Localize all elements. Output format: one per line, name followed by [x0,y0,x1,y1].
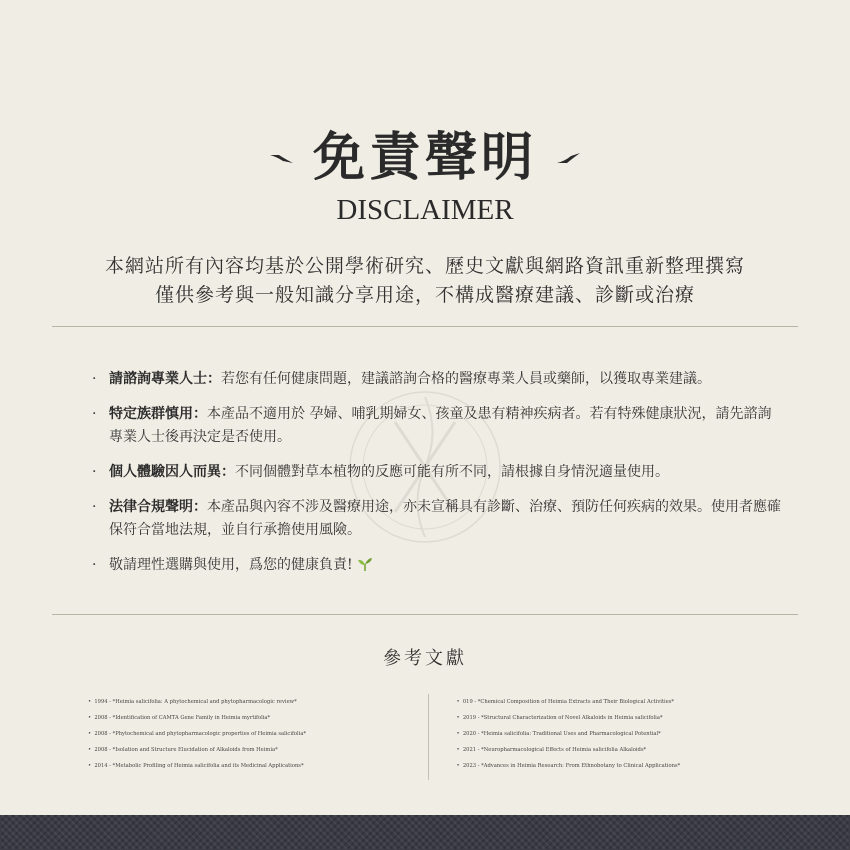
divider-bottom [52,614,798,615]
left-brush-dash-icon [269,152,295,164]
bullet: · [92,464,97,480]
page-subtitle: DISCLAIMER [336,194,514,226]
footer-fabric-band [0,815,850,850]
item-label: 請諮詢專業人士： [109,371,221,387]
references-list [88,694,778,780]
divider-top [52,326,798,327]
reference-item: • 019 - *Chemical Composition of Heimia Extracts and Their Biological Activities* [456,699,675,705]
bullet: · [92,406,97,422]
reference-item: • 2023 - *Advances in Heimia Research: From Ethnobotany to Clinical Applications* [456,763,681,769]
item-label: 個人體驗因人而異： [109,464,235,480]
item-text: 本產品不適用於 孕婦、哺乳期婦女、孩童及患有精神疾病者。若有特殊健康狀況，請先諮詢專業人士後再決定是否使用。 [109,406,772,445]
intro-line-1: 本網站所有內容均基於公開學術研究、歷史文獻與網路資訊重新整理撰寫 [104,255,745,277]
reference-item: • 1994 - *Heimia salicifolia: A phytochemical and phytopharmacologic review* [88,699,297,705]
reference-item: • 2008 - *Phytochemical and phytopharmacologic properties of Heimia salicifolia* [88,731,307,737]
reference-item: • 2020 - *Heimia salicifolia: Traditional Uses and Pharmacological Potential* [456,731,661,737]
reference-item: • 2014 - *Metabolic Profiling of Heimia salicifolia and its Medicinal Applications* [88,763,304,769]
list-item [92,403,782,449]
disclaimer-list [92,368,782,592]
header [0,128,850,227]
reference-item: • 2019 - *Structural Characterization of Novel Alkaloids in Heimia salicifolia* [456,715,663,721]
references-column-left [88,694,429,780]
reference-item: • 2008 - *Identification of CAMTA Gene Family in Heimia myrtifolia* [88,715,271,721]
references-column-right [429,694,779,780]
sprout-icon [357,556,373,580]
page-title: 免責聲明 [312,127,537,188]
item-text: 若您有任何健康問題，建議諮詢合格的醫療專業人員或藥師，以獲取專業建議。 [221,371,711,387]
list-item [92,554,782,580]
references-title: 參考文獻 [383,648,467,669]
intro-text [0,252,850,310]
list-item [92,496,782,542]
bullet: · [92,371,97,387]
list-item [92,461,782,484]
bullet: · [92,499,97,515]
intro-line-2: 僅供參考與一般知識分享用途，不構成醫療建議、診斷或治療 [154,284,695,306]
reference-item: • 2008 - *Isolation and Structure Elucidation of Alkaloids from Heimia* [88,747,278,753]
closing-text: 敬請理性選購與使用，爲您的健康負責! [109,557,353,573]
right-brush-dash-icon [555,152,581,164]
bullet: · [92,557,97,573]
reference-item: • 2021 - *Neuropharmacological Effects of Heimia salicifolia Alkaloids* [456,747,647,753]
item-label: 法律合規聲明： [109,499,207,515]
item-text: 本產品與內容不涉及醫療用途，亦未宣稱具有診斷、治療、預防任何疾病的效果。使用者應確保符合當地法規，並自行承擔使用風險。 [109,499,781,538]
list-item [92,368,782,391]
item-text: 不同個體對草本植物的反應可能有所不同，請根據自身情況適量使用。 [235,464,669,480]
item-label: 特定族群慎用： [109,406,207,422]
